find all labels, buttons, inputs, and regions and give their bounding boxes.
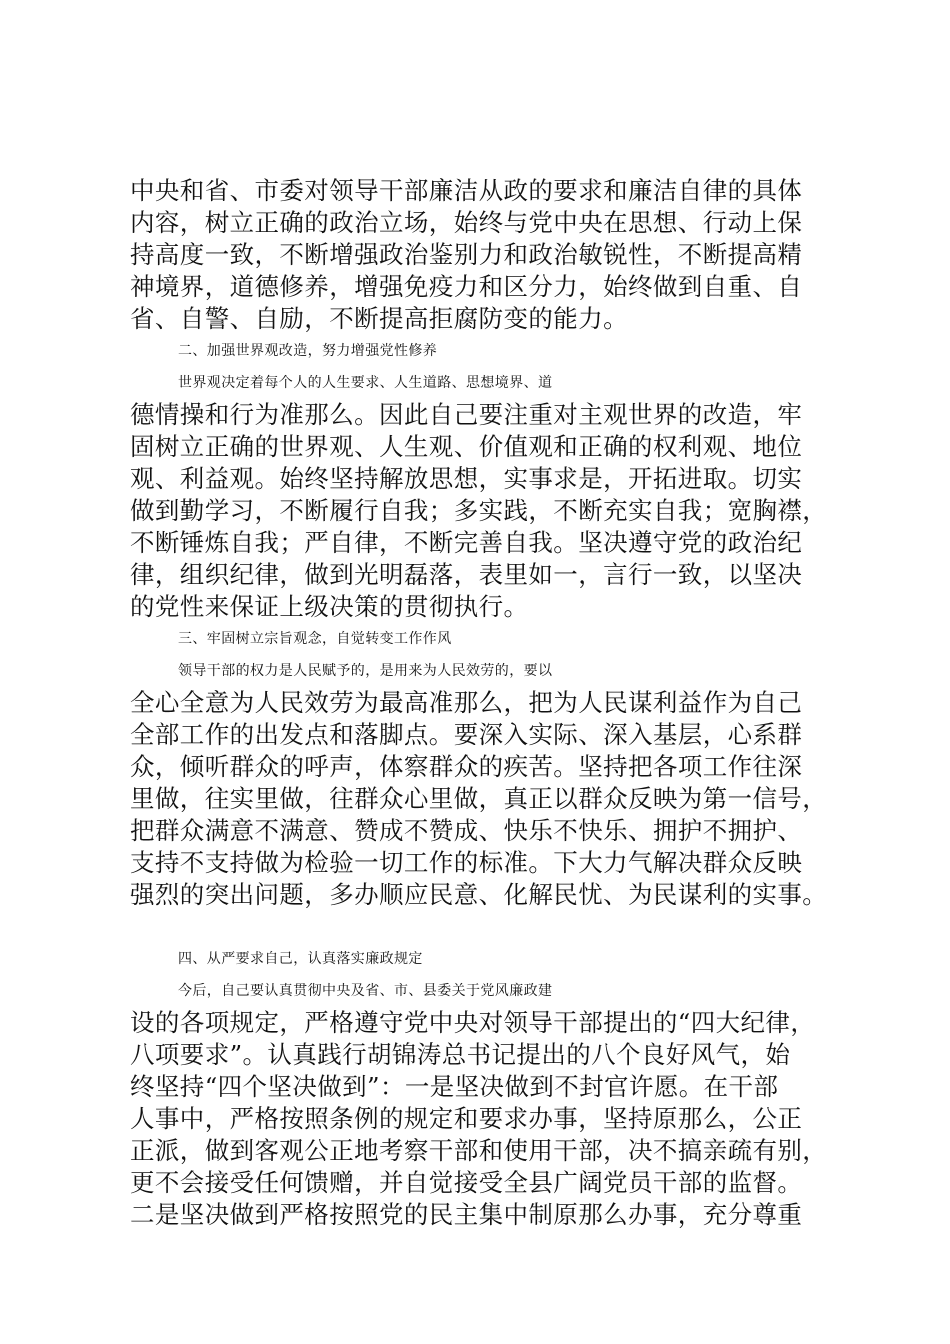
body-line: 强烈的突出问题，多办顺应民意、化解民忧、为民谋利的实事。: [130, 880, 828, 909]
body-line: 不断锤炼自我；严自律，不断完善自我。坚决遵守党的政治纪: [130, 528, 803, 557]
section-heading-4: 四、从严要求自己，认真落实廉政规定: [178, 951, 423, 967]
body-line: 把群众满意不满意、赞成不赞成、快乐不快乐、拥护不拥护、: [130, 816, 803, 845]
body-line: 支持不支持做为检验一切工作的标准。下大力气解决群众反映: [130, 848, 803, 877]
body-line: 人事中，严格按照条例的规定和要求办事，坚持原那么，公正: [130, 1104, 803, 1133]
body-line: 神境界，道德修养，增强免疫力和区分力，始终做到自重、自: [130, 272, 803, 301]
body-line: 的党性来保证上级决策的贯彻执行。: [130, 592, 529, 621]
body-line: 做到勤学习，不断履行自我；多实践，不断充实自我；宽胸襟，: [130, 496, 828, 525]
body-line: 正派，做到客观公正地考察干部和使用干部，决不搞亲疏有别，: [130, 1136, 828, 1165]
body-line: 全部工作的出发点和落脚点。要深入实际、深入基层，心系群: [130, 720, 803, 749]
body-line: 固树立正确的世界观、人生观、价值观和正确的权利观、地位: [130, 432, 803, 461]
section-heading-3: 三、牢固树立宗旨观念，自觉转变工作作风: [178, 631, 452, 647]
body-line: 今后，自己要认真贯彻中央及省、市、县委关于党风廉政建: [178, 983, 553, 999]
body-line: 中央和省、市委对领导干部廉洁从政的要求和廉洁自律的具体: [130, 176, 803, 205]
body-line: 世界观决定着每个人的人生要求、人生道路、思想境界、道: [178, 375, 553, 391]
section-heading-2: 二、加强世界观改造，努力增强党性修养: [178, 343, 438, 359]
body-line: 律，组织纪律，做到光明磊落，表里如一，言行一致，以坚决: [130, 560, 803, 589]
body-line: 更不会接受任何馈赠，并自觉接受全县广阔党员干部的监督。: [130, 1168, 803, 1197]
body-line: 持高度一致，不断增强政治鉴别力和政治敏锐性，不断提高精: [130, 240, 803, 269]
body-line: 终坚持“四个坚决做到”：一是坚决做到不封官许愿。在干部: [130, 1072, 779, 1101]
body-line: 内容，树立正确的政治立场，始终与党中央在思想、行动上保: [130, 208, 803, 237]
body-line: 八项要求”。认真践行胡锦涛总书记提出的八个良好风气，始: [130, 1040, 791, 1069]
body-line: 德情操和行为准那么。因此自己要注重对主观世界的改造，牢: [130, 400, 803, 429]
body-line: 众，倾听群众的呼声，体察群众的疾苦。坚持把各项工作往深: [130, 752, 803, 781]
body-line: 二是坚决做到严格按照党的民主集中制原那么办事，充分尊重: [130, 1200, 803, 1229]
body-line: 里做，往实里做，往群众心里做，真正以群众反映为第一信号，: [130, 784, 828, 813]
body-line: 设的各项规定，严格遵守党中央对领导干部提出的“四大纪律，: [130, 1008, 816, 1037]
body-line: 领导干部的权力是人民赋予的，是用来为人民效劳的，要以: [178, 663, 553, 679]
body-line: 全心全意为人民效劳为最高准那么，把为人民谋利益作为自己: [130, 688, 803, 717]
body-line: 省、自警、自励，不断提高拒腐防变的能力。: [130, 304, 628, 333]
body-line: 观、利益观。始终坚持解放思想，实事求是，开拓进取。切实: [130, 464, 803, 493]
